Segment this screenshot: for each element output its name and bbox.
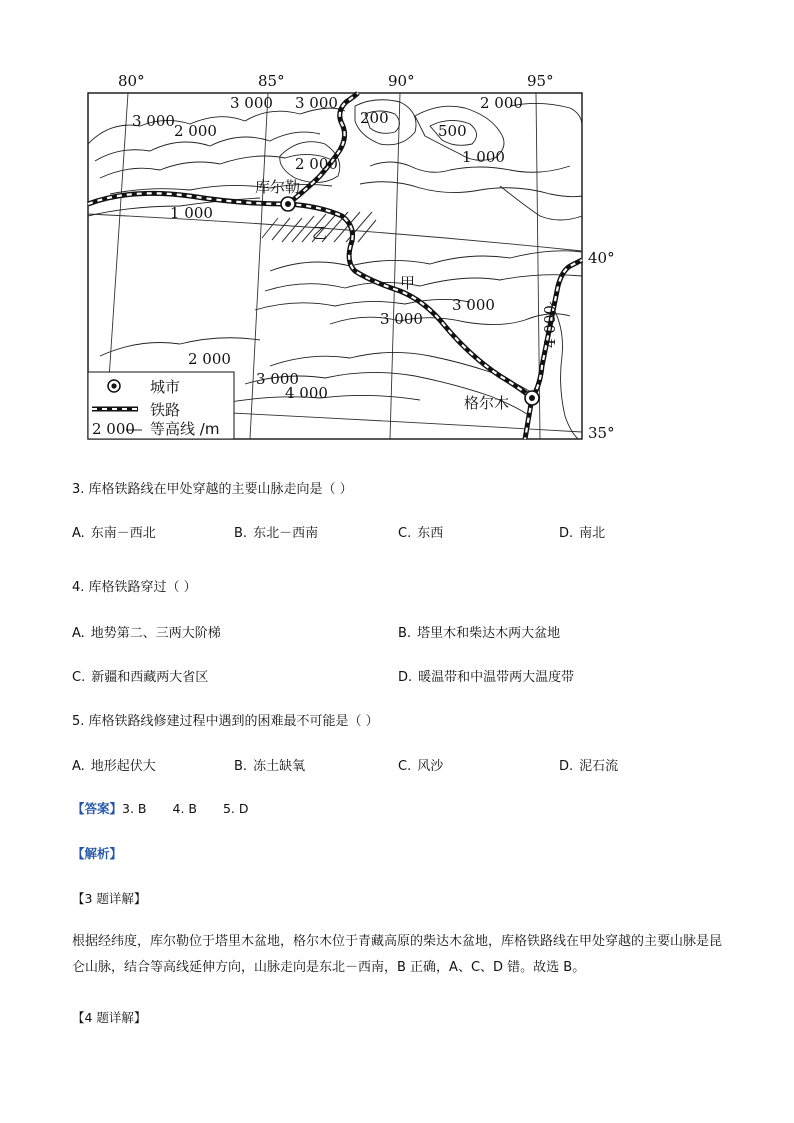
q5-option-a[interactable] — [72, 755, 156, 774]
q4-option-b[interactable] — [398, 622, 560, 641]
place-label-jia: 甲 — [400, 274, 416, 292]
question-4-stem: 4. 库格铁路穿过（ ） — [72, 580, 197, 595]
option-letter: D. — [398, 670, 413, 685]
place-label-yi: 乙 — [312, 224, 328, 242]
contour-value: 2 000 — [174, 122, 217, 140]
option-text: 东北－西南 — [253, 526, 319, 541]
option-letter: A. — [72, 526, 85, 541]
legend-city: 城市 — [150, 378, 181, 396]
q5-option-d[interactable] — [559, 755, 618, 774]
latitude-label: 40° — [588, 249, 615, 267]
option-text: 南北 — [579, 526, 606, 541]
contour-value: 2 000 — [480, 94, 523, 112]
q3-option-c[interactable] — [398, 522, 443, 541]
topographic-map — [70, 66, 630, 446]
contour-value: 3 000 — [230, 94, 273, 112]
detail-3-label: 【3 题详解】 — [72, 891, 147, 906]
legend-contour: 等高线 /m — [150, 420, 220, 438]
question-5-stem: 5. 库格铁路线修建过程中遇到的困难最不可能是（ ） — [72, 714, 379, 729]
detail-4-label: 【4 题详解】 — [72, 1010, 147, 1025]
legend-railway: 铁路 — [150, 401, 181, 419]
option-text: 冻土缺氧 — [253, 759, 306, 774]
q3-option-a[interactable] — [72, 522, 156, 541]
contour-value: 4 000 — [285, 384, 328, 402]
contour-value: 3 000 — [256, 370, 299, 388]
city-golmud-marker — [525, 391, 539, 405]
option-text: 暖温带和中温带两大温度带 — [418, 670, 575, 685]
contour-value: 200 — [360, 109, 389, 127]
answer-value: 3. B — [122, 801, 147, 816]
option-letter: D. — [559, 759, 574, 774]
option-letter: A. — [72, 626, 85, 641]
city-label-korla: 库尔勒 — [255, 178, 301, 196]
q4-option-d[interactable] — [398, 666, 574, 685]
answer-value: 4. B — [172, 801, 197, 816]
contour-value: 500 — [438, 122, 467, 140]
option-letter: D. — [559, 526, 574, 541]
map-legend — [88, 372, 234, 439]
answer-label: 【答案】 — [72, 801, 123, 816]
contour-value: 4 000 — [541, 305, 559, 348]
longitude-label: 95° — [527, 72, 554, 90]
option-letter: B. — [234, 759, 248, 774]
contour-value: 2 000 — [295, 155, 338, 173]
q3-option-b[interactable] — [234, 522, 318, 541]
option-text: 地势第二、三两大阶梯 — [90, 626, 221, 641]
contour-value: 3 000 — [132, 112, 175, 130]
option-letter: B. — [234, 526, 248, 541]
option-text: 新疆和西藏两大省区 — [91, 670, 209, 685]
city-korla-marker — [281, 197, 295, 211]
option-text: 东西 — [417, 526, 444, 541]
option-text: 东南－西北 — [90, 526, 156, 541]
legend-contour-sample: 2 000 — [92, 420, 135, 438]
answer-line — [72, 799, 249, 817]
contour-value: 1 000 — [462, 148, 505, 166]
option-text: 风沙 — [417, 759, 444, 774]
option-letter: A. — [72, 759, 85, 774]
contour-value: 3 000 — [452, 296, 495, 314]
answer-value: 5. D — [222, 801, 249, 816]
contour-value: 1 000 — [170, 204, 213, 222]
longitude-label: 85° — [258, 72, 285, 90]
latitude-label: 35° — [588, 424, 615, 442]
option-letter: C. — [398, 759, 412, 774]
longitude-label: 80° — [118, 72, 145, 90]
option-text: 泥石流 — [579, 759, 619, 774]
option-letter: C. — [398, 526, 412, 541]
analysis-label: 【解析】 — [72, 846, 123, 861]
q4-option-c[interactable] — [72, 666, 208, 685]
question-3-stem: 3. 库格铁路线在甲处穿越的主要山脉走向是（ ） — [72, 482, 353, 497]
contour-value: 3 000 — [295, 94, 338, 112]
option-letter: C. — [72, 670, 86, 685]
contour-value: 3 000 — [380, 310, 423, 328]
option-letter: B. — [398, 626, 412, 641]
q4-option-a[interactable] — [72, 622, 221, 641]
q5-option-c[interactable] — [398, 755, 443, 774]
q3-option-d[interactable] — [559, 522, 605, 541]
city-label-golmud: 格尔木 — [464, 394, 510, 412]
option-text: 塔里木和柴达木两大盆地 — [417, 626, 561, 641]
contour-value: 2 000 — [188, 350, 231, 368]
detail-3-text: 根据经纬度，库尔勒位于塔里木盆地，格尔木位于青藏高原的柴达木盆地，库格铁路线在甲处穿越的主要山脉是昆仑山脉，结合等高线延伸方向，山脉走向是东北－西南，B 正确，A、C、D 错。故选 B。 — [72, 934, 723, 975]
q5-option-b[interactable] — [234, 755, 305, 774]
option-text: 地形起伏大 — [90, 759, 156, 774]
longitude-label: 90° — [388, 72, 415, 90]
